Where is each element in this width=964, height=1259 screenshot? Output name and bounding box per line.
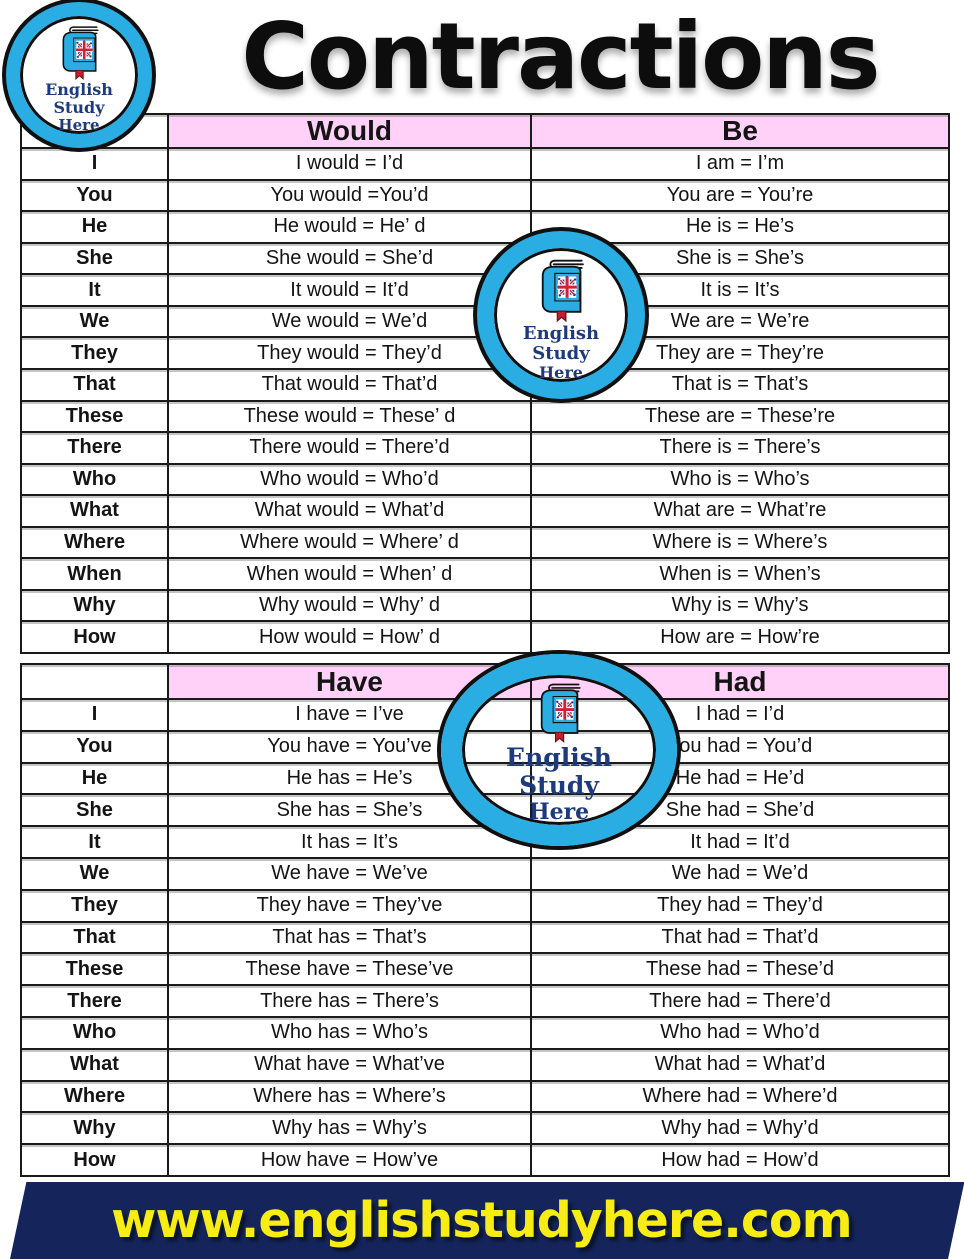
contraction-cell: I have = I’ve [168,699,531,731]
contraction-cell: Who has = Who’s [168,1017,531,1049]
contraction-cell: When is = When’s [531,558,949,590]
row-label: That [21,369,168,401]
contraction-cell: Who had = Who’d [531,1017,949,1049]
logo-text-line2: Here [539,363,583,383]
contraction-cell: These have = These’ve [168,953,531,985]
contraction-cell: You are = You’re [531,180,949,212]
contraction-cell: We had = We’d [531,858,949,890]
contraction-cell: When would = When’ d [168,558,531,590]
contraction-cell: You have = You’ve [168,731,531,763]
contraction-cell: Who is = Who’s [531,464,949,496]
contraction-cell: He is = He’s [531,211,949,243]
table-row [21,922,949,954]
table-row [21,890,949,922]
table-row [21,180,949,212]
footer-banner [10,1182,964,1259]
website-url: www.englishstudyhere.com [110,1192,852,1249]
contraction-cell: They would = They’d [168,337,531,369]
table-row [21,621,949,653]
table-row [21,1017,949,1049]
contraction-cell: There had = There’d [531,985,949,1017]
contraction-cell: These are = These’re [531,401,949,433]
contraction-cell: That is = That’s [531,369,949,401]
contraction-cell: There has = There’s [168,985,531,1017]
watermark-logo-table1 [477,231,645,399]
logo-badge-ring [6,2,152,148]
row-label: It [21,826,168,858]
book-icon [529,257,593,323]
contraction-cell: We are = We’re [531,306,949,338]
row-label: These [21,953,168,985]
row-label: Why [21,1112,168,1144]
watermark-logo-table2 [441,654,677,846]
contraction-cell: What have = What’ve [168,1049,531,1081]
contraction-cell: He has = He’s [168,763,531,795]
contraction-cell: They are = They’re [531,337,949,369]
table-row [21,590,949,622]
row-label: When [21,558,168,590]
contraction-cell: What are = What’re [531,495,949,527]
table-row [21,527,949,559]
contraction-cell: They have = They’ve [168,890,531,922]
contraction-cell: What had = What’d [531,1049,949,1081]
table-row [21,1049,949,1081]
column-header: Have [168,664,531,699]
book-icon [50,24,108,80]
row-label: She [21,794,168,826]
row-label: He [21,211,168,243]
contraction-cell: That has = That’s [168,922,531,954]
bookmark-ribbon-icon [76,70,83,78]
row-label: There [21,985,168,1017]
table-row [21,953,949,985]
logo-text-line1: English Study [522,322,600,364]
logo-text-line1: English Study [45,80,113,118]
table-row [21,464,949,496]
table-row [21,858,949,890]
row-label: That [21,922,168,954]
contraction-cell: Why is = Why’s [531,590,949,622]
corner-cell [21,664,168,699]
contraction-cell: How are = How’re [531,621,949,653]
logo-text [20,81,138,134]
contraction-cell: It is = It’s [531,274,949,306]
row-label: Who [21,1017,168,1049]
contraction-cell: These would = These’ d [168,401,531,433]
table-row [21,495,949,527]
contraction-cell: I am = I’m [531,148,949,180]
table-header-row [21,114,949,148]
column-header: Would [168,114,531,148]
row-label: There [21,432,168,464]
contraction-cell: Why has = Why’s [168,1112,531,1144]
row-label: We [21,306,168,338]
contraction-cell: What would = What’d [168,495,531,527]
table-row [21,401,949,433]
logo-badge-ring [477,231,645,399]
page-title: Contractions [241,2,879,110]
uk-flag-icon [74,38,95,61]
contraction-cell: Where is = Where’s [531,527,949,559]
book-icon [516,681,602,743]
contraction-cell: She has = She’s [168,794,531,826]
logo-text [462,744,656,825]
row-label: You [21,731,168,763]
contraction-cell: Where would = Where’ d [168,527,531,559]
row-label: How [21,1144,168,1176]
contraction-cell: Why had = Why’d [531,1112,949,1144]
contraction-cell: There is = There’s [531,432,949,464]
contraction-cell: Where had = Where’d [531,1081,949,1113]
contraction-cell: These had = These’d [531,953,949,985]
contraction-cell: There would = There’d [168,432,531,464]
table-row [21,558,949,590]
row-label: It [21,274,168,306]
row-label: What [21,495,168,527]
bookmark-ribbon-icon [557,311,566,321]
table-row [21,985,949,1017]
contraction-cell: How had = How’d [531,1144,949,1176]
contraction-cell: He would = He’ d [168,211,531,243]
row-label: She [21,243,168,275]
contraction-cell: How would = How’ d [168,621,531,653]
table-row [21,1112,949,1144]
contraction-cell: It had = It’d [531,826,949,858]
contraction-cell: We have = We’ve [168,858,531,890]
contraction-cell: It has = It’s [168,826,531,858]
contraction-cell: How have = How’ve [168,1144,531,1176]
logo-text-line2: Here [528,799,590,826]
row-label: I [21,148,168,180]
bookmark-ribbon-icon [556,732,564,741]
contraction-cell: They had = They’d [531,890,949,922]
contraction-cell: We would = We’d [168,306,531,338]
contraction-cell: I had = I’d [531,699,949,731]
table-row [21,148,949,180]
row-label: You [21,180,168,212]
contraction-cell: That had = That’d [531,922,949,954]
contraction-cell: She had = She’d [531,794,949,826]
row-label: They [21,337,168,369]
contraction-cell: Where has = Where’s [168,1081,531,1113]
row-label: How [21,621,168,653]
contraction-cell: You would =You’d [168,180,531,212]
contraction-cell: It would = It’d [168,274,531,306]
logo-text-line1: English Study [506,743,612,801]
contraction-cell: She would = She’d [168,243,531,275]
logo-text [494,324,628,382]
contraction-cell: Who would = Who’d [168,464,531,496]
contraction-cell: Why would = Why’ d [168,590,531,622]
contraction-cell: He had = He’d [531,763,949,795]
contraction-cell: That would = That’d [168,369,531,401]
logo-badge-ring [441,654,677,846]
row-label: Who [21,464,168,496]
english-study-here-logo [6,2,152,148]
table-row [21,432,949,464]
column-header: Be [531,114,949,148]
uk-flag-icon [553,697,576,723]
row-label: Where [21,1081,168,1113]
contraction-cell: You had = You’d [531,731,949,763]
row-label: Why [21,590,168,622]
row-label: What [21,1049,168,1081]
table-row [21,1144,949,1176]
row-label: Where [21,527,168,559]
contraction-cell: She is = She’s [531,243,949,275]
row-label: They [21,890,168,922]
row-label: I [21,699,168,731]
row-label: These [21,401,168,433]
uk-flag-icon [555,273,579,300]
table-row [21,1081,949,1113]
row-label: We [21,858,168,890]
column-header: Had [531,664,949,699]
row-label: He [21,763,168,795]
logo-text-line2: Here [58,116,100,135]
contraction-cell: I would = I’d [168,148,531,180]
